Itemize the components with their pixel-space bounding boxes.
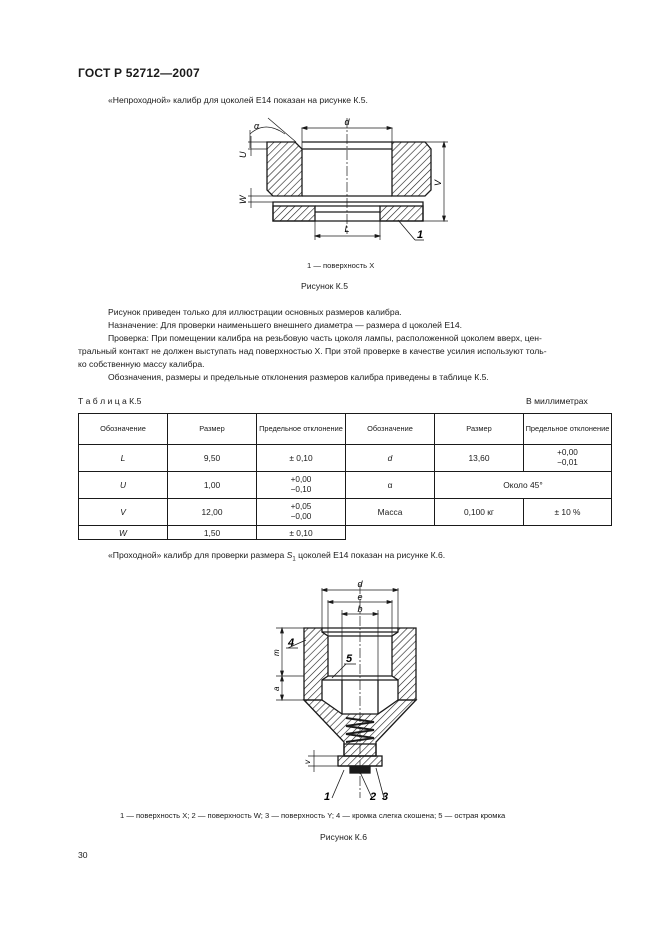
fig-k6-caption: Рисунок К.6 bbox=[320, 832, 367, 842]
body-paragraph-3-line-3: ко собственную массу калибра. bbox=[78, 359, 205, 369]
table-cell: Около 45° bbox=[435, 472, 612, 499]
table-cell: ± 0,10 bbox=[257, 445, 346, 472]
deviation-lower: −0,00 bbox=[290, 512, 312, 521]
table-header-cell: Предельное отклонение bbox=[524, 414, 612, 445]
fig-k5-label-v: V bbox=[433, 179, 443, 186]
table-cell: 1,50 bbox=[168, 526, 257, 540]
document-header: ГОСТ Р 52712—2007 bbox=[78, 66, 200, 80]
fig-k5-label-l: L bbox=[344, 224, 350, 234]
fig-k5-caption: Рисунок К.5 bbox=[301, 281, 348, 291]
table-cell: α bbox=[346, 472, 435, 499]
fig-k5-callout-1: 1 bbox=[417, 229, 424, 241]
table-row bbox=[79, 445, 612, 472]
body-paragraph-3-line-1: Проверка: При помещении калибра на резьбовую часть цоколя лампы, расположенной цоколем вверх, цен- bbox=[108, 333, 542, 343]
table-header-cell: Обозначение bbox=[79, 414, 168, 445]
fig-k5-label-d: d bbox=[344, 117, 350, 127]
table-k5-unit: В миллиметрах bbox=[526, 396, 588, 406]
table-cell: 12,00 bbox=[168, 499, 257, 526]
table-cell: ± 0,10 bbox=[257, 526, 346, 540]
table-cell: W bbox=[79, 526, 168, 540]
fig-k5-label-u: U bbox=[238, 151, 248, 158]
deviation-upper: +0,00 bbox=[557, 448, 578, 457]
page-number: 30 bbox=[78, 850, 88, 860]
fig-k5-label-alpha: α bbox=[254, 121, 260, 131]
table-cell: 9,50 bbox=[168, 445, 257, 472]
table-row bbox=[79, 472, 612, 499]
table-cell: 1,00 bbox=[168, 472, 257, 499]
fig-k6-label-d: d bbox=[357, 579, 363, 589]
table-cell: U bbox=[79, 472, 168, 499]
k6-intro-symbol: S bbox=[286, 550, 293, 560]
table-cell bbox=[257, 472, 346, 499]
fig-k6-label-e: e bbox=[357, 592, 363, 602]
body-paragraph-1: Рисунок приведен только для иллюстрации основных размеров калибра. bbox=[108, 307, 402, 317]
table-cell: V bbox=[79, 499, 168, 526]
table-header-cell: Размер bbox=[435, 414, 524, 445]
fig-k5-legend: 1 — поверхность X bbox=[307, 261, 375, 270]
fig-k6-callout-5: 5 bbox=[346, 653, 353, 665]
fig-k6-label-b: b bbox=[357, 604, 363, 614]
fig-k6-callout-4: 4 bbox=[288, 637, 295, 649]
table-cell: L bbox=[79, 445, 168, 472]
fig-k6-legend: 1 — поверхность X; 2 — поверхность W; 3 — поверхность Y; 4 — кромка слегка скошена; 5 — острая кромка bbox=[120, 811, 506, 820]
table-row bbox=[79, 526, 612, 540]
figure-k6-drawing bbox=[260, 570, 440, 802]
k6-intro-subscript: 1 bbox=[292, 556, 296, 563]
fig-k6-callout-2: 2 bbox=[370, 791, 377, 802]
fig-k6-label-a: a bbox=[272, 686, 281, 691]
fig-k6-callout-1: 1 bbox=[324, 791, 331, 802]
k6-intro-paragraph bbox=[108, 549, 445, 567]
deviation-upper: +0,00 bbox=[290, 475, 312, 484]
table-cell: ± 10 % bbox=[524, 499, 612, 526]
k5-intro-paragraph: «Непроходной» калибр для цоколей E14 показан на рисунке К.5. bbox=[108, 95, 368, 105]
table-cell: 13,60 bbox=[435, 445, 524, 472]
body-paragraph-4: Обозначения, размеры и предельные отклонения размеров калибра приведены в таблице К.5. bbox=[108, 372, 489, 382]
k6-intro-text-b: цоколей E14 показан на рисунке К.6. bbox=[295, 550, 446, 560]
fig-k5-label-w: W bbox=[238, 195, 248, 204]
table-row bbox=[79, 499, 612, 526]
table-k5 bbox=[78, 413, 612, 540]
table-k5-title: Т а б л и ц а К.5 bbox=[78, 396, 142, 406]
table-cell: 0,100 кг bbox=[435, 499, 524, 526]
table-header-cell: Обозначение bbox=[346, 414, 435, 445]
table-cell: Масса bbox=[346, 499, 435, 526]
fig-k6-callout-3: 3 bbox=[382, 791, 389, 802]
figure-k5-drawing bbox=[230, 108, 470, 248]
table-header-cell: Размер bbox=[168, 414, 257, 445]
fig-k6-label-m: m bbox=[272, 649, 281, 656]
table-cell bbox=[257, 499, 346, 526]
deviation-lower: −0,10 bbox=[290, 485, 312, 494]
body-paragraph-3-line-2: тральный контакт не должен выступать над поверхностью X. При этой проверке в качестве усилия используют толь- bbox=[78, 346, 547, 356]
body-paragraph-2: Назначение: Для проверки наименьшего внешнего диаметра — размера d цоколей E14. bbox=[108, 320, 463, 330]
k6-intro-text-a: «Проходной» калибр для проверки размера bbox=[108, 550, 287, 560]
table-empty-cell bbox=[346, 526, 612, 540]
table-header-cell: Предельное отклонение bbox=[257, 414, 346, 445]
table-cell: d bbox=[346, 445, 435, 472]
table-cell bbox=[524, 445, 612, 472]
deviation-lower: −0,01 bbox=[557, 458, 578, 467]
fig-k6-label-v: v bbox=[303, 760, 312, 764]
deviation-upper: +0,05 bbox=[290, 502, 312, 511]
